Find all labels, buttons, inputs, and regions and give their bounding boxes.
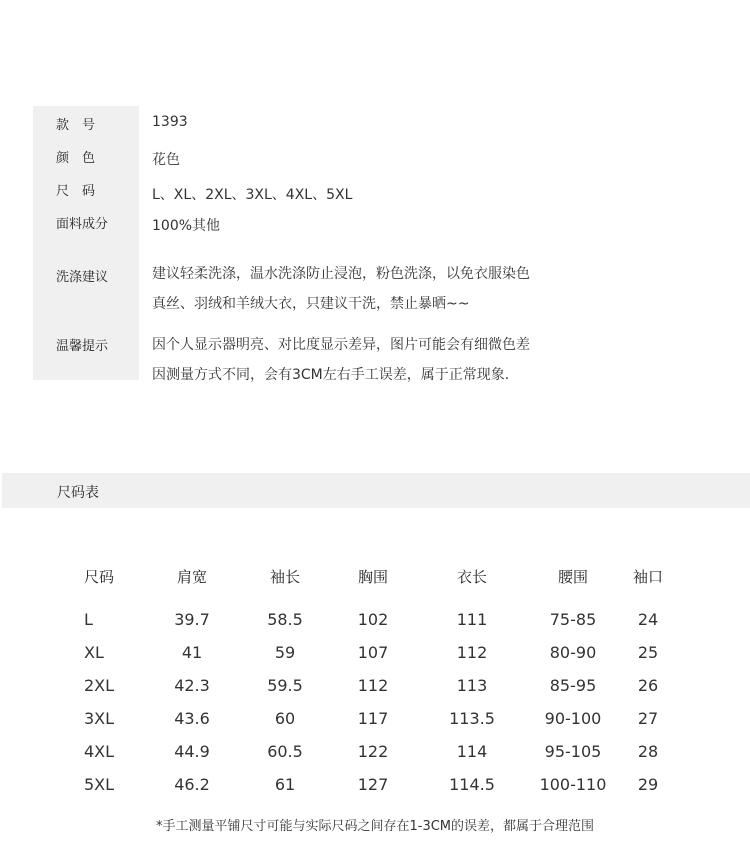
table-row — [60, 770, 700, 800]
cell-shoulder: 44.9 — [174, 742, 210, 761]
cell-shoulder: 46.2 — [174, 775, 210, 794]
cell-waist: 100-110 — [539, 775, 607, 794]
cell-chest: 102 — [357, 610, 389, 629]
header-waist: 腰围 — [557, 568, 588, 586]
cell-shoulder: 41 — [181, 643, 203, 662]
cell-cuff: 28 — [637, 742, 659, 761]
table-row — [60, 704, 700, 734]
style-number-value: 1393 — [152, 114, 188, 130]
cell-sleeve-length: 59.5 — [267, 676, 303, 695]
cell-waist: 80-90 — [549, 643, 597, 662]
cell-cuff: 26 — [637, 676, 659, 695]
header-length: 衣长 — [456, 568, 487, 586]
cell-shoulder: 39.7 — [174, 610, 210, 629]
size-table-header-row — [60, 562, 700, 592]
cell-cuff: 27 — [637, 709, 659, 728]
cell-length: 111 — [456, 610, 488, 629]
table-row — [60, 737, 700, 767]
size-chart-title: 尺码表 — [57, 485, 99, 501]
header-sleeve-length: 袖长 — [269, 568, 300, 586]
cell-length: 114.5 — [449, 775, 495, 794]
cell-size: 4XL — [84, 742, 115, 761]
cell-length: 114 — [456, 742, 488, 761]
table-row — [60, 671, 700, 701]
cell-length: 112 — [456, 643, 488, 662]
cell-size: 3XL — [84, 709, 115, 728]
cell-chest: 107 — [357, 643, 389, 662]
size-footnote: *手工测量平铺尺寸可能与实际尺码之间存在1-3CM的误差，都属于合理范围 — [155, 819, 595, 834]
cell-chest: 127 — [357, 775, 389, 794]
cell-shoulder: 43.6 — [174, 709, 210, 728]
style-number-label: 款 号 — [56, 118, 96, 133]
tips-label: 温馨提示 — [56, 339, 109, 354]
cell-length: 113 — [456, 676, 488, 695]
table-row — [60, 605, 700, 635]
size-value: L、XL、2XL、3XL、4XL、5XL — [152, 187, 353, 203]
cell-size: XL — [84, 643, 104, 662]
cell-chest: 112 — [357, 676, 389, 695]
header-shoulder: 肩宽 — [176, 568, 207, 586]
cell-length: 113.5 — [449, 709, 495, 728]
cell-waist: 90-100 — [544, 709, 602, 728]
cell-waist: 85-95 — [549, 676, 597, 695]
size-label: 尺 码 — [56, 184, 96, 199]
cell-chest: 117 — [357, 709, 389, 728]
header-cuff: 袖口 — [632, 568, 663, 586]
cell-size: 2XL — [84, 676, 115, 695]
cell-sleeve-length: 60.5 — [267, 742, 303, 761]
cell-cuff: 25 — [637, 643, 659, 662]
tips-line-1: 因个人显示器明亮、对比度显示差异，图片可能会有细微色差 — [152, 337, 530, 353]
cell-sleeve-length: 58.5 — [267, 610, 303, 629]
cell-sleeve-length: 61 — [274, 775, 296, 794]
cell-sleeve-length: 59 — [274, 643, 296, 662]
cell-chest: 122 — [357, 742, 389, 761]
cell-waist: 75-85 — [549, 610, 597, 629]
fabric-label: 面料成分 — [56, 217, 109, 232]
wash-line-2: 真丝、羽绒和羊绒大衣，只建议干洗，禁止暴晒~~ — [152, 296, 470, 312]
cell-cuff: 29 — [637, 775, 659, 794]
wash-label: 洗涤建议 — [56, 270, 109, 285]
cell-size: L — [84, 610, 93, 629]
tips-line-2: 因测量方式不同，会有3CM左右手工误差，属于正常现象. — [152, 367, 510, 383]
cell-shoulder: 42.3 — [174, 676, 210, 695]
cell-sleeve-length: 60 — [274, 709, 296, 728]
table-row — [60, 638, 700, 668]
color-label: 颜 色 — [56, 151, 96, 166]
size-chart-header-bar — [2, 473, 750, 508]
fabric-value: 100%其他 — [152, 218, 221, 234]
wash-line-1: 建议轻柔洗涤，温水洗涤防止浸泡，粉色洗涤，以免衣服染色 — [152, 266, 530, 282]
cell-waist: 95-105 — [544, 742, 602, 761]
cell-size: 5XL — [84, 775, 115, 794]
header-chest: 胸围 — [357, 568, 388, 586]
cell-cuff: 24 — [637, 610, 659, 629]
header-size: 尺码 — [84, 568, 115, 586]
color-value: 花色 — [152, 152, 180, 168]
